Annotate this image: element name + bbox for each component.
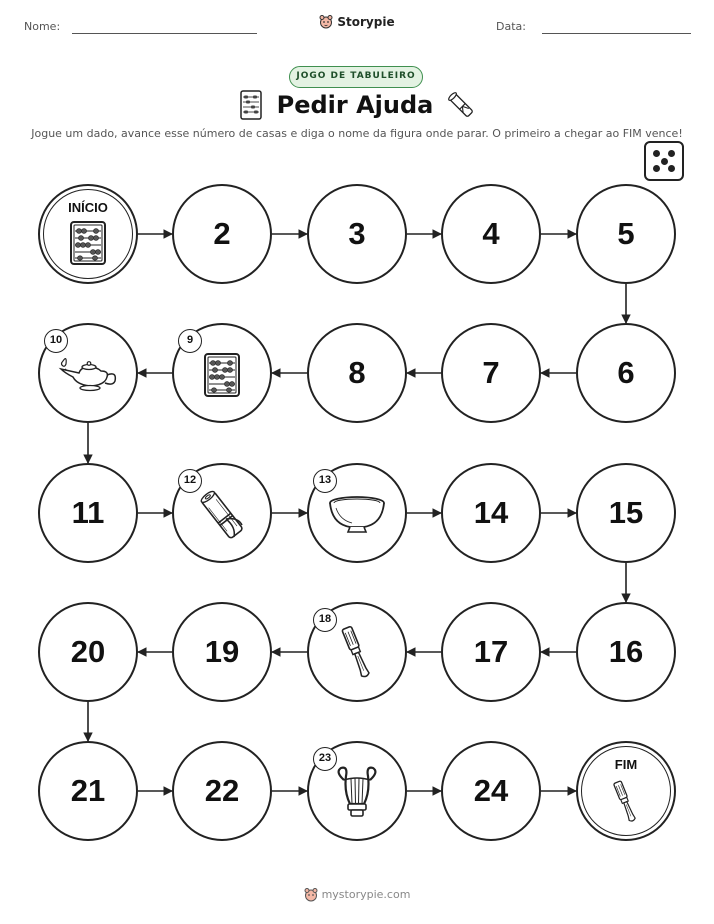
space-number: 6 [617, 355, 635, 390]
board-space-21 [38, 741, 138, 841]
end-label: FIM [614, 757, 638, 772]
abacus-icon [69, 220, 107, 271]
storypie-logo-icon [304, 887, 318, 902]
page-title: Pedir Ajuda [276, 91, 434, 119]
space-number: 5 [617, 216, 635, 251]
abacus-icon [203, 352, 241, 403]
chisel-icon [612, 779, 639, 832]
board-space-12 [172, 463, 272, 563]
space-number: 2 [213, 216, 231, 251]
scroll-icon [192, 487, 252, 548]
space-number: 11 [71, 495, 105, 530]
space-number: 20 [70, 634, 106, 669]
oil-lamp-icon [57, 355, 119, 400]
board-space-23 [307, 741, 407, 841]
board-space-19 [172, 602, 272, 702]
name-label: Nome: [24, 20, 61, 33]
board-space-15 [576, 463, 676, 563]
board-space-7 [441, 323, 541, 423]
board-space-2 [172, 184, 272, 284]
start-label: INÍCIO [68, 200, 108, 215]
footer-url: mystorypie.com [321, 888, 411, 901]
board-space-9 [172, 323, 272, 423]
space-number: 24 [473, 773, 509, 808]
board-space-11 [38, 463, 138, 563]
instructions: Jogue um dado, avance esse número de casas e diga o nome da figura onde parar. O primeiro a chegar ao FIM vence! [31, 127, 683, 140]
space-number: 15 [608, 495, 644, 530]
space-number-badge: 9 [178, 329, 202, 353]
board-space-24 [441, 741, 541, 841]
space-number: 3 [348, 216, 366, 251]
space-number: 8 [348, 355, 366, 390]
space-number-badge: 18 [313, 608, 337, 632]
space-number-badge: 13 [313, 469, 337, 493]
bowl-icon [326, 494, 388, 541]
footer [0, 887, 714, 907]
board-space-5 [576, 184, 676, 284]
board-space-14 [441, 463, 541, 563]
space-number: 19 [204, 634, 240, 669]
space-number: 4 [482, 216, 500, 251]
brand-name: Storypie [337, 14, 395, 29]
board-space-18 [307, 602, 407, 702]
board-space-25 [576, 741, 676, 841]
board-space-6 [576, 323, 676, 423]
date-label: Data: [496, 20, 526, 33]
game-type-tag: JOGO DE TABULEIRO [289, 66, 423, 88]
board-space-22 [172, 741, 272, 841]
space-number: 16 [608, 634, 644, 669]
board-space-17 [441, 602, 541, 702]
board-space-10 [38, 323, 138, 423]
board-space-16 [576, 602, 676, 702]
space-number: 22 [204, 773, 240, 808]
board-space-8 [307, 323, 407, 423]
space-number-badge: 10 [44, 329, 68, 353]
lyre-icon [332, 766, 382, 825]
space-number: 21 [70, 773, 106, 808]
space-number: 17 [473, 634, 509, 669]
board-space-4 [441, 184, 541, 284]
chisel-icon [340, 624, 374, 689]
board-space-13 [307, 463, 407, 563]
board-space-3 [307, 184, 407, 284]
board-space-1 [38, 184, 138, 284]
space-number: 7 [482, 355, 500, 390]
board-space-20 [38, 602, 138, 702]
space-number-badge: 23 [313, 747, 337, 771]
space-number-badge: 12 [178, 469, 202, 493]
space-number: 14 [473, 495, 509, 530]
